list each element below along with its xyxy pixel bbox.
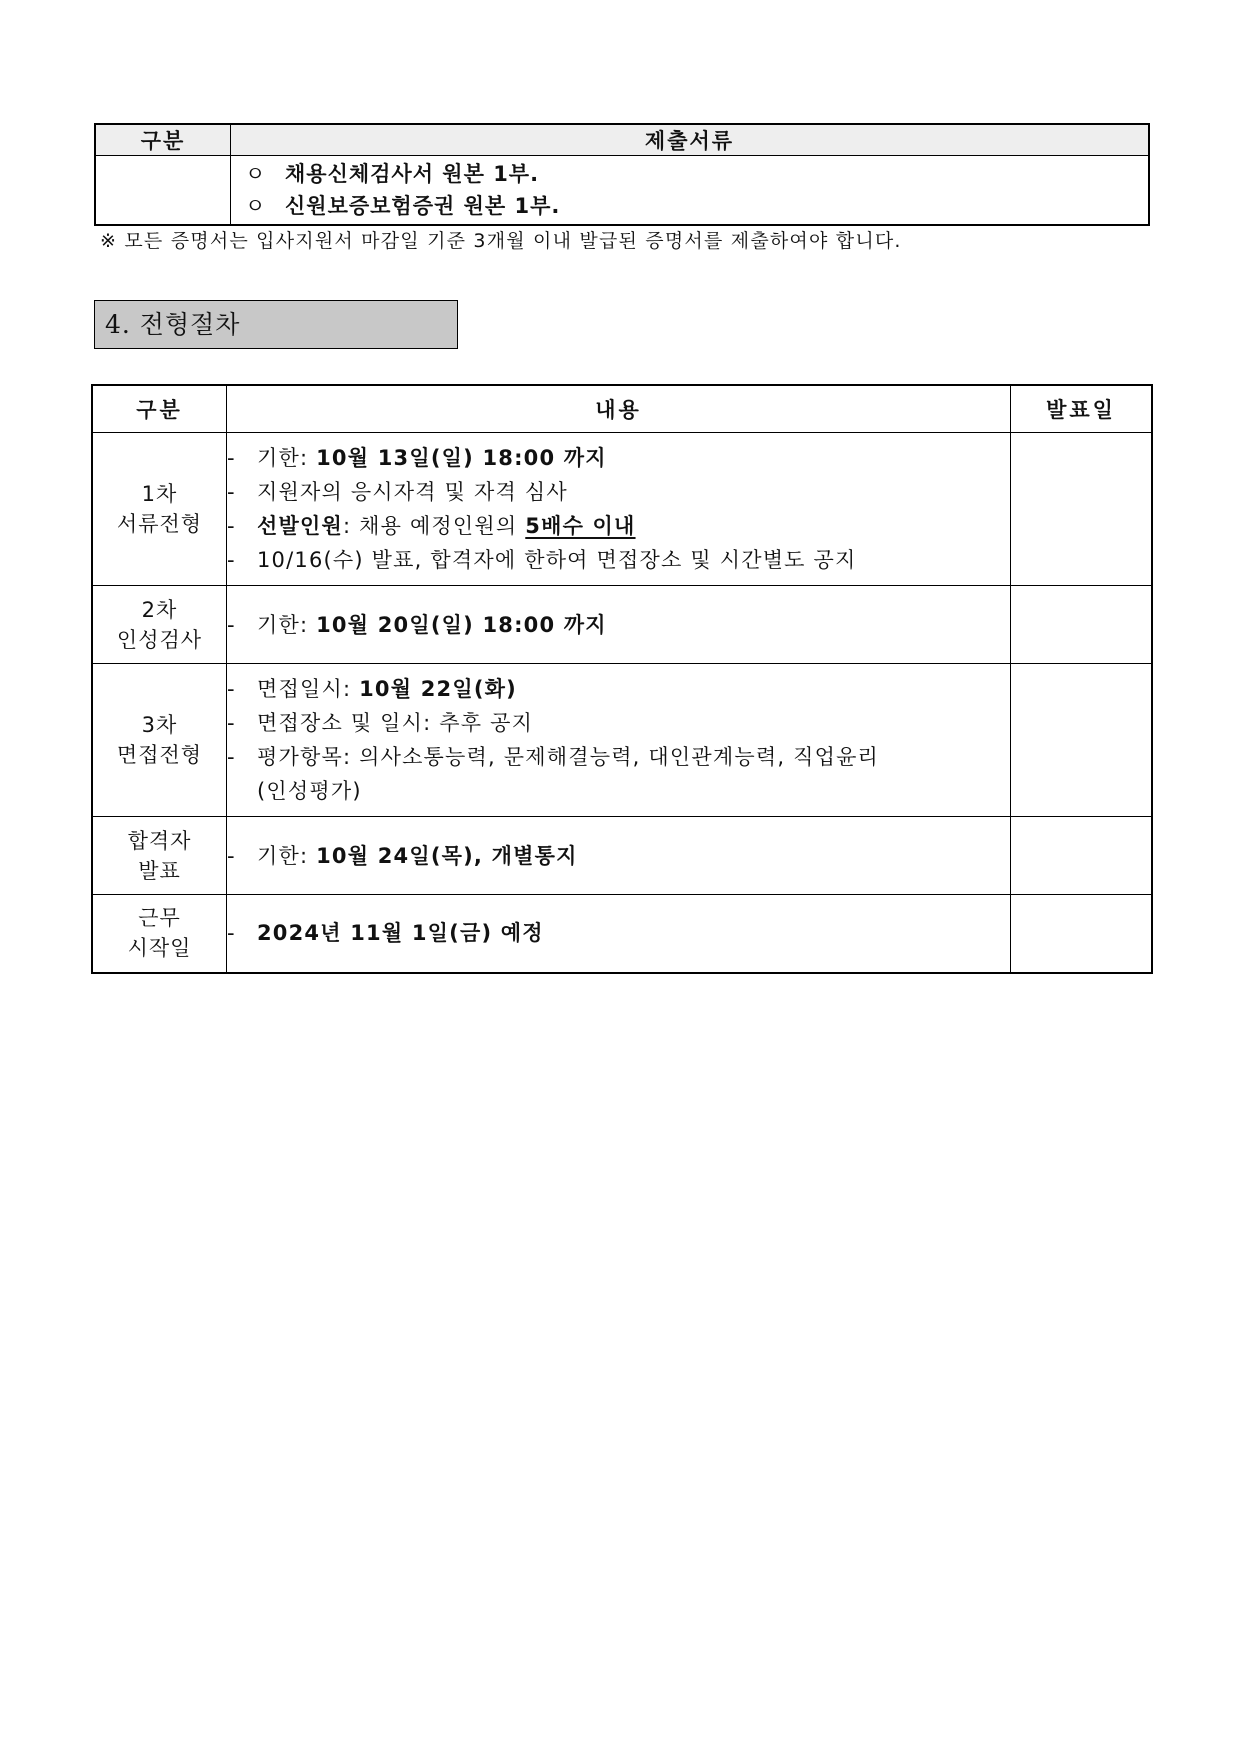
selection-process-table	[91, 384, 1153, 974]
content-line: - 10/16(수) 발표, 합격자에 한하여 면접장소 및 시간별도 공지	[227, 548, 857, 572]
content-line: (인성평가)	[257, 779, 362, 803]
stage-cell	[92, 664, 227, 817]
content-line: - 기한: 10월 20일(일) 18:00 까지	[227, 612, 607, 637]
table-row	[92, 895, 1152, 973]
stage-cell	[92, 586, 227, 664]
header-stage: 구분	[92, 385, 227, 433]
certificate-note: ※ 모든 증명서는 입사지원서 마감일 기준 3개월 이내 발급된 증명서를 제출하여야 합니다.	[100, 230, 902, 252]
content-line: - 2024년 11월 1일(금) 예정	[227, 921, 544, 946]
doc-item-text: 채용신체검사서 원본 1부.	[285, 162, 540, 186]
content-line: - 평가항목: 의사소통능력, 문제해결능력, 대인관계능력, 직업윤리	[227, 745, 880, 769]
section-title: 4. 전형절차	[94, 300, 458, 349]
required-documents-table	[94, 123, 1150, 226]
doc-item	[231, 190, 1148, 222]
content-line: - 기한: 10월 24일(목), 개별통지	[227, 843, 578, 868]
docs-header-category: 구분	[95, 124, 231, 156]
stage-cell	[92, 817, 227, 895]
table-row	[92, 586, 1152, 664]
circle-bullet-icon: ㅇ	[245, 162, 267, 186]
table-row	[92, 817, 1152, 895]
stage-label: 발표	[138, 858, 181, 883]
docs-table-row	[95, 156, 1149, 226]
announce-date-cell	[1011, 433, 1153, 586]
stage-label: 인성검사	[116, 627, 203, 652]
docs-list-cell	[231, 156, 1150, 226]
content-cell	[227, 895, 1011, 973]
announce-date-cell	[1011, 586, 1153, 664]
doc-item	[231, 158, 1148, 190]
content-cell	[227, 433, 1011, 586]
process-table-header	[92, 385, 1152, 433]
header-content: 내용	[227, 385, 1011, 433]
header-announce-date: 발표일	[1011, 385, 1153, 433]
stage-label: 면접전형	[116, 743, 203, 767]
content-line: - 선발인원: 채용 예정인원의 5배수 이내	[227, 514, 636, 538]
circle-bullet-icon: ㅇ	[245, 194, 267, 218]
content-cell	[227, 817, 1011, 895]
docs-header-documents: 제출서류	[231, 124, 1150, 156]
content-cell	[227, 664, 1011, 817]
stage-cell	[92, 895, 227, 973]
announce-date-cell	[1011, 664, 1153, 817]
stage-label: 근무	[138, 906, 181, 931]
stage-cell	[92, 433, 227, 586]
content-line: - 면접일시: 10월 22일(화)	[227, 677, 517, 701]
docs-table-header	[95, 124, 1149, 156]
docs-category-cell	[95, 156, 231, 226]
stage-label: 서류전형	[116, 512, 203, 536]
stage-label: 3차	[141, 713, 178, 737]
announce-date-cell	[1011, 817, 1153, 895]
stage-label: 1차	[141, 482, 178, 506]
content-line: - 면접장소 및 일시: 추후 공지	[227, 711, 534, 735]
content-line: - 기한: 10월 13일(일) 18:00 까지	[227, 446, 607, 470]
table-row	[92, 664, 1152, 817]
stage-label: 합격자	[127, 828, 192, 853]
doc-item-text: 신원보증보험증권 원본 1부.	[285, 194, 561, 218]
stage-label: 시작일	[127, 936, 192, 961]
announce-date-cell	[1011, 895, 1153, 973]
table-row	[92, 433, 1152, 586]
content-line: - 지원자의 응시자격 및 자격 심사	[227, 480, 568, 504]
content-cell	[227, 586, 1011, 664]
stage-label: 2차	[141, 597, 178, 622]
